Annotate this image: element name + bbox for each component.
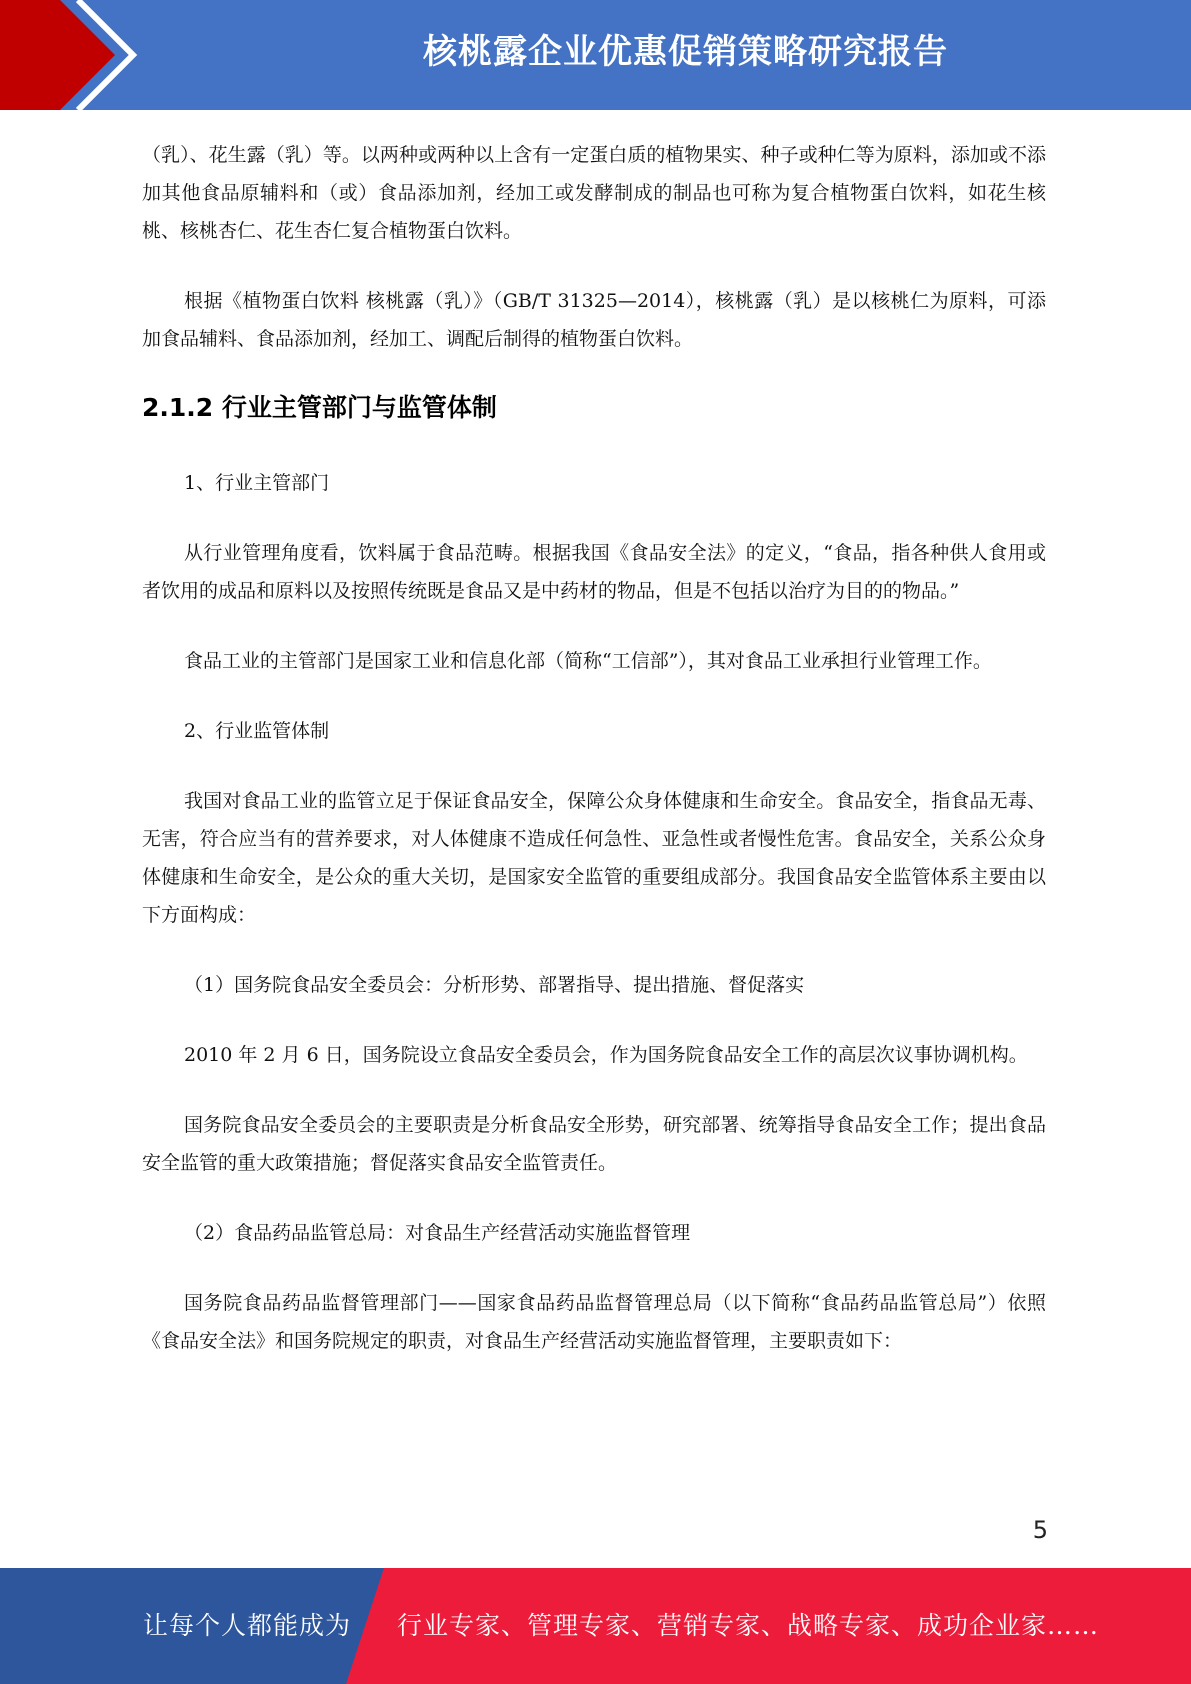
document-body <box>142 136 1046 1360</box>
paragraph-4: 食品工业的主管部门是国家工业和信息化部（简称“工信部”），其对食品工业承担行业管理工作。 <box>184 650 992 672</box>
section-heading: 2.1.2 行业主管部门与监管体制 <box>142 393 497 422</box>
paragraph-7: 国务院食品安全委员会的主要职责是分析食品安全形势，研究部署、统筹指导食品安全工作；提出食品安全监管的重大政策措施；督促落实食品安全监管责任。 <box>142 1114 1046 1174</box>
footer-slogan-left: 让每个人都能成为 <box>143 1611 352 1640</box>
list-item-1: （1）国务院食品安全委员会：分析形势、部署指导、提出措施、督促落实 <box>184 974 805 996</box>
paragraph-8: 国务院食品药品监督管理部门——国家食品药品监督管理总局（以下简称“食品药品监管总局”）依照《食品安全法》和国务院规定的职责，对食品生产经营活动实施监督管理，主要职责如下： <box>142 1292 1046 1352</box>
header-banner <box>0 0 1191 110</box>
page-number: 5 <box>1032 1516 1048 1544</box>
list-item-2: （2）食品药品监管总局：对食品生产经营活动实施监督管理 <box>184 1222 691 1244</box>
paragraph-6: 2010 年 2 月 6 日，国务院设立食品安全委员会，作为国务院食品安全工作的高层次议事协调机构。 <box>184 1044 1028 1066</box>
paragraph-5: 我国对食品工业的监管立足于保证食品安全，保障公众身体健康和生命安全。食品安全，指食品无毒、无害，符合应当有的营养要求，对人体健康不造成任何急性、亚急性或者慢性危害。食品安全，关系公众身体健康和生命安全，是公众的重大关切，是国家安全监管的重要组成部分。我国食品安全监管体系主要由以下方面构成： <box>142 790 1046 926</box>
paragraph-3: 从行业管理角度看，饮料属于食品范畴。根据我国《食品安全法》的定义，“食品，指各种供人食用或者饮用的成品和原料以及按照传统既是食品又是中药材的物品，但是不包括以治疗为目的的物品。” <box>142 542 1046 602</box>
footer-slogan-right: 行业专家、管理专家、营销专家、战略专家、成功企业家…… <box>397 1611 1100 1640</box>
paragraph-2: 根据《植物蛋白饮料 核桃露（乳）》（GB/T 31325—2014），核桃露（乳）是以核桃仁为原料，可添加食品辅料、食品添加剂，经加工、调配后制得的植物蛋白饮料。 <box>142 290 1046 350</box>
paragraph-1: （乳）、花生露（乳）等。以两种或两种以上含有一定蛋白质的植物果实、种子或种仁等为原料，添加或不添加其他食品原辅料和（或）食品添加剂，经加工或发酵制成的制品也可称为复合植物蛋白饮料，如花生核桃、核桃杏仁、花生杏仁复合植物蛋白饮料。 <box>142 144 1046 242</box>
footer-banner <box>0 1568 1191 1684</box>
subheading-2: 2、行业监管体制 <box>184 720 330 742</box>
header-chevron-decoration <box>0 0 160 110</box>
report-title: 核桃露企业优惠促销策略研究报告 <box>423 32 948 72</box>
subheading-1: 1、行业主管部门 <box>184 472 330 494</box>
